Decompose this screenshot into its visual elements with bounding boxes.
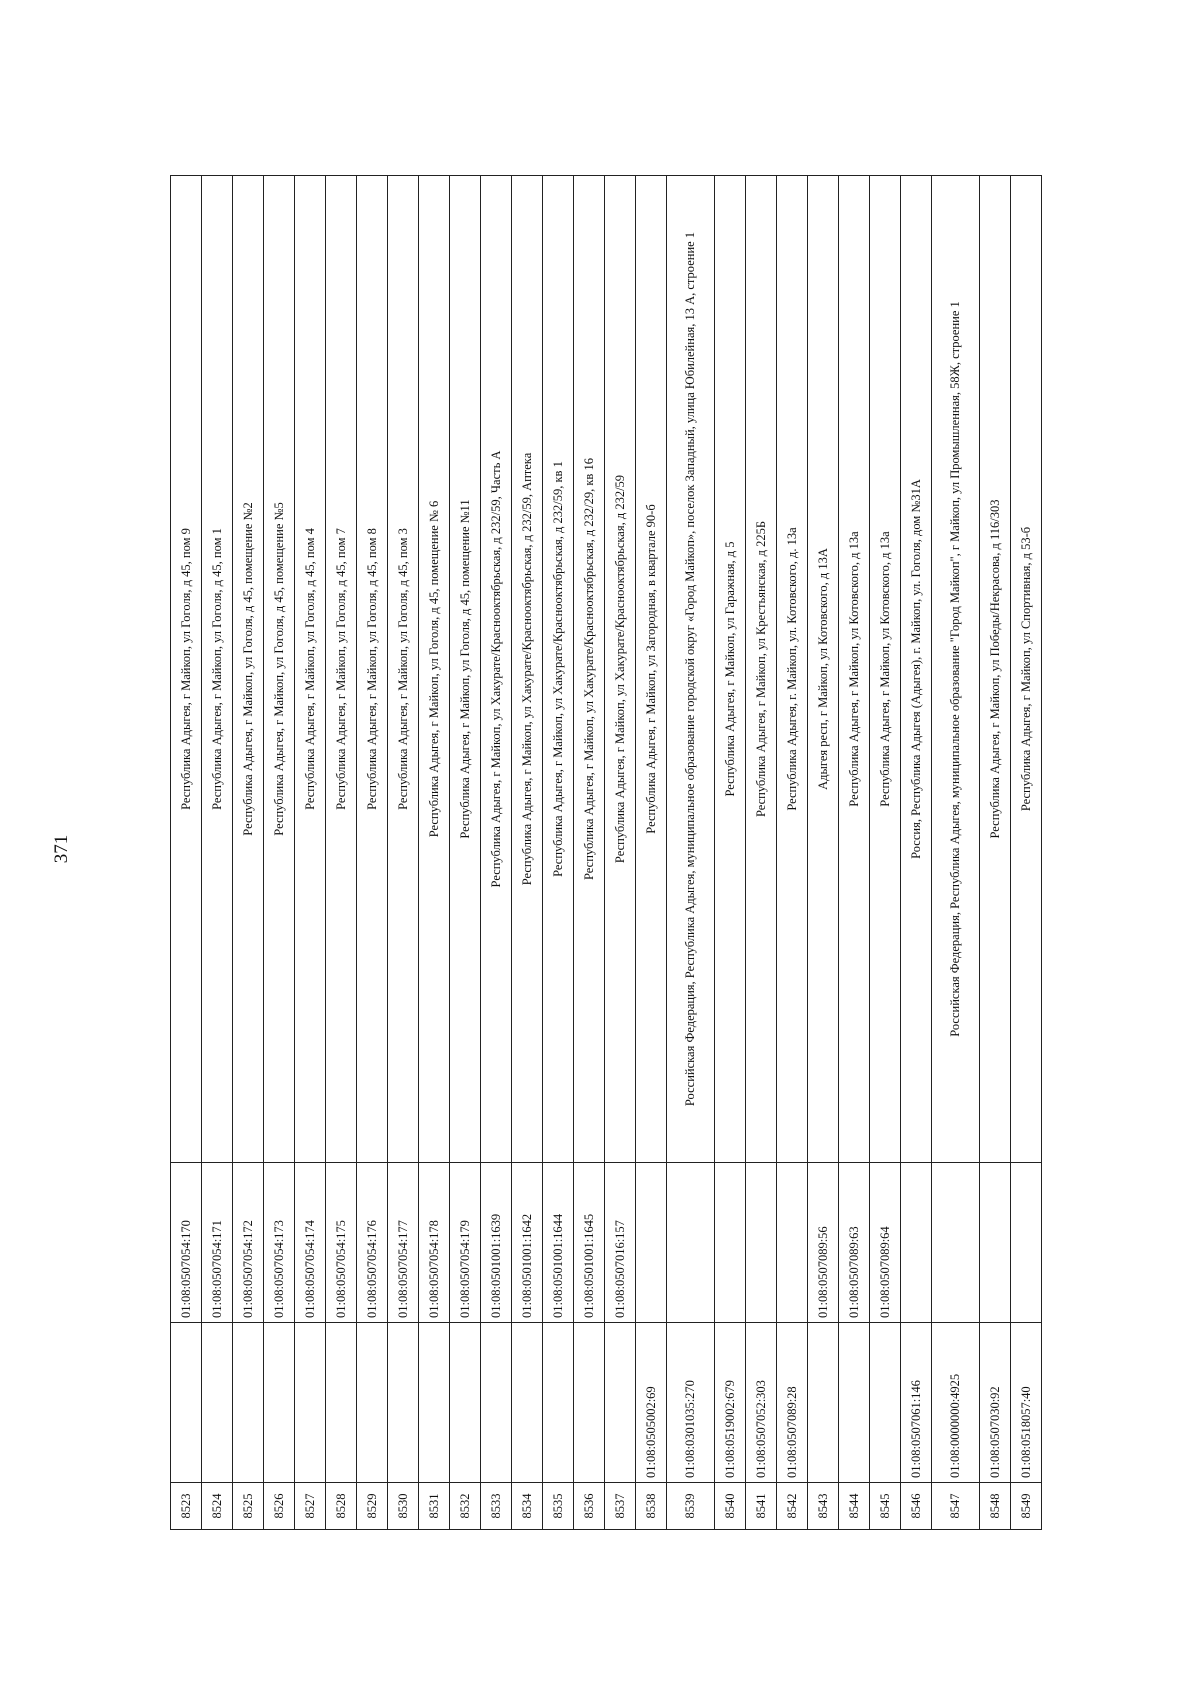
table-row <box>450 176 481 1530</box>
table-row <box>777 176 808 1530</box>
cadastral-number-cell <box>171 1323 202 1483</box>
cadastral-number-cell <box>605 1323 636 1483</box>
table-row <box>264 176 295 1530</box>
table-row <box>980 176 1011 1530</box>
row-number-cell: 8542 <box>777 1483 808 1530</box>
linked-cadastral-cell: 01:08:0501001:1639 <box>481 1163 512 1323</box>
linked-cadastral-cell: 01:08:0507054:170 <box>171 1163 202 1323</box>
cadastral-number-cell <box>357 1323 388 1483</box>
linked-cadastral-cell <box>777 1163 808 1323</box>
row-number-cell: 8527 <box>295 1483 326 1530</box>
linked-cadastral-cell: 01:08:0501001:1644 <box>543 1163 574 1323</box>
table-row <box>715 176 746 1530</box>
cadastral-number-cell: 01:08:0518057:40 <box>1011 1323 1042 1483</box>
address-cell: Республика Адыгея, г Майкоп, ул Гоголя, д 45, пом 4 <box>295 176 326 1163</box>
linked-cadastral-cell: 01:08:0507054:176 <box>357 1163 388 1323</box>
row-number-cell: 8540 <box>715 1483 746 1530</box>
address-cell: Адыгея респ, г Майкоп, ул Котовского, д 13А <box>808 176 839 1163</box>
linked-cadastral-cell <box>980 1163 1011 1323</box>
linked-cadastral-cell: 01:08:0507054:173 <box>264 1163 295 1323</box>
cadastral-number-cell: 01:08:0301035:270 <box>667 1323 715 1483</box>
table-row <box>326 176 357 1530</box>
table-row <box>202 176 233 1530</box>
page-number: 371 <box>51 834 72 864</box>
cadastral-number-cell <box>450 1323 481 1483</box>
table-row <box>543 176 574 1530</box>
linked-cadastral-cell: 01:08:0507054:178 <box>419 1163 450 1323</box>
cadastral-number-cell <box>574 1323 605 1483</box>
table-row <box>512 176 543 1530</box>
address-cell: Республика Адыгея, г Майкоп, ул Котовского, д 13а <box>839 176 870 1163</box>
row-number-cell: 8535 <box>543 1483 574 1530</box>
table-row <box>171 176 202 1530</box>
linked-cadastral-cell: 01:08:0507016:157 <box>605 1163 636 1323</box>
row-number-cell: 8529 <box>357 1483 388 1530</box>
table-row <box>388 176 419 1530</box>
row-number-cell: 8534 <box>512 1483 543 1530</box>
cadastral-number-cell <box>481 1323 512 1483</box>
address-cell: Республика Адыгея, г Майкоп, ул Победы/Некрасова, д 116/303 <box>980 176 1011 1163</box>
row-number-cell: 8545 <box>870 1483 901 1530</box>
row-number-cell: 8549 <box>1011 1483 1042 1530</box>
row-number-cell: 8536 <box>574 1483 605 1530</box>
address-cell: Республика Адыгея, г Майкоп, ул Хакурате/Краснооктябрьская, д 232/59 <box>605 176 636 1163</box>
linked-cadastral-cell <box>667 1163 715 1323</box>
table-row <box>870 176 901 1530</box>
cadastral-number-cell <box>870 1323 901 1483</box>
row-number-cell: 8525 <box>233 1483 264 1530</box>
address-cell: Российская Федерация, Республика Адыгея, муниципальное образование "Город Майкоп", г Майкоп, ул Промышленная, 58Ж, строение 1 <box>932 176 980 1163</box>
row-number-cell: 8523 <box>171 1483 202 1530</box>
cadastral-number-cell <box>233 1323 264 1483</box>
row-number-cell: 8546 <box>901 1483 932 1530</box>
linked-cadastral-cell: 01:08:0501001:1645 <box>574 1163 605 1323</box>
linked-cadastral-cell: 01:08:0507054:175 <box>326 1163 357 1323</box>
table-row <box>932 176 980 1530</box>
address-cell: Республика Адыгея, г Майкоп, ул Хакурате/Краснооктябрьская, д 232/29, кв 16 <box>574 176 605 1163</box>
row-number-cell: 8548 <box>980 1483 1011 1530</box>
cadastral-number-cell <box>839 1323 870 1483</box>
address-cell: Республика Адыгея, г Майкоп, ул Хакурате/Краснооктябрьская, д 232/59, кв 1 <box>543 176 574 1163</box>
linked-cadastral-cell <box>636 1163 667 1323</box>
row-number-cell: 8524 <box>202 1483 233 1530</box>
address-cell: Республика Адыгея, г. Майкоп, ул. Котовского, д. 13а <box>777 176 808 1163</box>
table-row <box>574 176 605 1530</box>
cadastral-number-cell <box>202 1323 233 1483</box>
linked-cadastral-cell <box>932 1163 980 1323</box>
linked-cadastral-cell <box>1011 1163 1042 1323</box>
address-cell: Республика Адыгея, г Майкоп, ул Гоголя, д 45, помещение №2 <box>233 176 264 1163</box>
cadastral-number-cell: 01:08:0505002:69 <box>636 1323 667 1483</box>
address-cell: Российская Федерация, Республика Адыгея, муниципальное образование городской округ «Город Майкоп», поселок Западный, улица Юбилейная, 13 А, строение 1 <box>667 176 715 1163</box>
table-row <box>1011 176 1042 1530</box>
linked-cadastral-cell: 01:08:0507054:172 <box>233 1163 264 1323</box>
row-number-cell: 8544 <box>839 1483 870 1530</box>
cadastral-number-cell <box>543 1323 574 1483</box>
table-row <box>667 176 715 1530</box>
table-row <box>357 176 388 1530</box>
row-number-cell: 8526 <box>264 1483 295 1530</box>
linked-cadastral-cell: 01:08:0507054:174 <box>295 1163 326 1323</box>
cadastral-number-cell: 01:08:0000000:4925 <box>932 1323 980 1483</box>
address-cell: Республика Адыгея, г Майкоп, ул Спортивная, д 53-б <box>1011 176 1042 1163</box>
linked-cadastral-cell: 01:08:0507089:64 <box>870 1163 901 1323</box>
cadastral-number-cell: 01:08:0507089:28 <box>777 1323 808 1483</box>
table-body <box>171 176 1042 1530</box>
address-cell: Республика Адыгея, г Майкоп, ул Гоголя, д 45, помещение №5 <box>264 176 295 1163</box>
linked-cadastral-cell: 01:08:0507054:179 <box>450 1163 481 1323</box>
linked-cadastral-cell: 01:08:0507089:63 <box>839 1163 870 1323</box>
address-cell: Республика Адыгея, г Майкоп, ул Гоголя, д 45, помещение № 6 <box>419 176 450 1163</box>
table-row <box>808 176 839 1530</box>
table-row <box>636 176 667 1530</box>
cadastral-number-cell: 01:08:0519002:679 <box>715 1323 746 1483</box>
address-cell: Республика Адыгея, г Майкоп, ул Хакурате/Краснооктябрьская, д 232/59, Аптека <box>512 176 543 1163</box>
cadastral-number-cell <box>264 1323 295 1483</box>
row-number-cell: 8530 <box>388 1483 419 1530</box>
linked-cadastral-cell: 01:08:0501001:1642 <box>512 1163 543 1323</box>
cadastral-number-cell <box>388 1323 419 1483</box>
table-row <box>233 176 264 1530</box>
address-cell: Республика Адыгея, г Майкоп, ул Гоголя, д 45, пом 1 <box>202 176 233 1163</box>
table-row <box>481 176 512 1530</box>
linked-cadastral-cell <box>746 1163 777 1323</box>
row-number-cell: 8543 <box>808 1483 839 1530</box>
row-number-cell: 8537 <box>605 1483 636 1530</box>
table-row <box>295 176 326 1530</box>
row-number-cell: 8533 <box>481 1483 512 1530</box>
address-cell: Республика Адыгея, г Майкоп, ул Гоголя, д 45, пом 3 <box>388 176 419 1163</box>
address-cell: Республика Адыгея, г Майкоп, ул Котовского, д 13а <box>870 176 901 1163</box>
cadastral-number-cell <box>326 1323 357 1483</box>
table-row <box>605 176 636 1530</box>
address-cell: Республика Адыгея, г Майкоп, ул Хакурате/Краснооктябрьская, д 232/59, Часть А <box>481 176 512 1163</box>
cadastral-number-cell <box>512 1323 543 1483</box>
row-number-cell: 8539 <box>667 1483 715 1530</box>
address-cell: Республика Адыгея, г Майкоп, ул Загородная, в квартале 90-б <box>636 176 667 1163</box>
table-row <box>419 176 450 1530</box>
row-number-cell: 8538 <box>636 1483 667 1530</box>
row-number-cell: 8532 <box>450 1483 481 1530</box>
address-cell: Россия, Республика Адыгея (Адыгея), г. Майкоп, ул. Гоголя, дом №31А <box>901 176 932 1163</box>
address-cell: Республика Адыгея, г Майкоп, ул Гоголя, д 45, помещение №11 <box>450 176 481 1163</box>
table-row <box>746 176 777 1530</box>
table-row <box>839 176 870 1530</box>
row-number-cell: 8528 <box>326 1483 357 1530</box>
linked-cadastral-cell <box>715 1163 746 1323</box>
row-number-cell: 8541 <box>746 1483 777 1530</box>
cadastral-number-cell: 01:08:0507030:92 <box>980 1323 1011 1483</box>
registry-table <box>170 175 1042 1530</box>
address-cell: Республика Адыгея, г Майкоп, ул Гоголя, д 45, пом 7 <box>326 176 357 1163</box>
row-number-cell: 8531 <box>419 1483 450 1530</box>
address-cell: Республика Адыгея, г Майкоп, ул Гоголя, д 45, пом 8 <box>357 176 388 1163</box>
cadastral-number-cell <box>295 1323 326 1483</box>
address-cell: Республика Адыгея, г Майкоп, ул Крестьянская, д 225Б <box>746 176 777 1163</box>
linked-cadastral-cell: 01:08:0507054:177 <box>388 1163 419 1323</box>
cadastral-number-cell <box>419 1323 450 1483</box>
address-cell: Республика Адыгея, г Майкоп, ул Гаражная, д 5 <box>715 176 746 1163</box>
cadastral-number-cell: 01:08:0507052:303 <box>746 1323 777 1483</box>
rotated-table-container <box>170 175 1091 1530</box>
row-number-cell: 8547 <box>932 1483 980 1530</box>
table-row <box>901 176 932 1530</box>
address-cell: Республика Адыгея, г Майкоп, ул Гоголя, д 45, пом 9 <box>171 176 202 1163</box>
linked-cadastral-cell: 01:08:0507054:171 <box>202 1163 233 1323</box>
linked-cadastral-cell: 01:08:0507089:56 <box>808 1163 839 1323</box>
cadastral-number-cell <box>808 1323 839 1483</box>
cadastral-number-cell: 01:08:0507061:146 <box>901 1323 932 1483</box>
linked-cadastral-cell <box>901 1163 932 1323</box>
